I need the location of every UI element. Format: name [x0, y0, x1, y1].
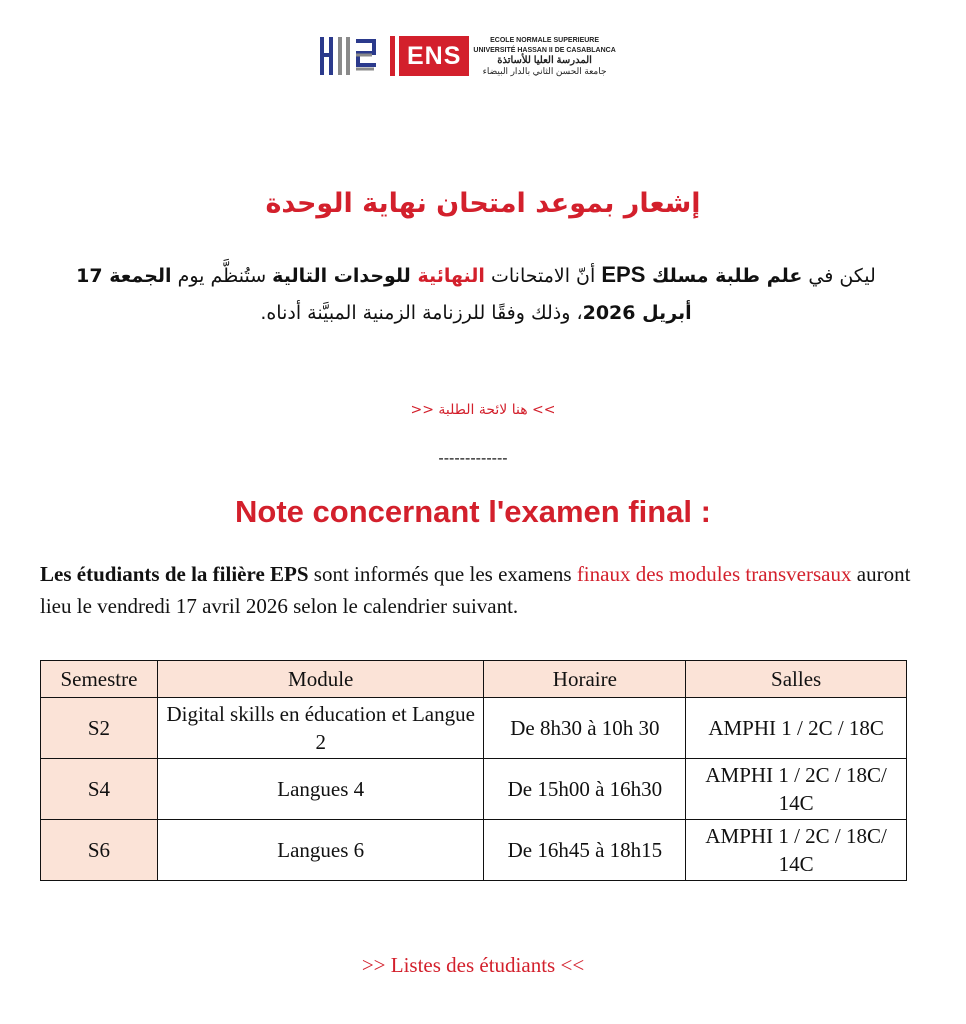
school-name — [473, 36, 615, 76]
table-row — [41, 759, 907, 820]
ar-filiere: EPS — [601, 262, 646, 287]
table-row — [41, 820, 907, 881]
school-name-fr: ECOLE NORMALE SUPERIEURE — [490, 37, 600, 44]
cell-module: Langues 6 — [157, 820, 484, 881]
schedule-table — [40, 660, 907, 881]
table-row — [41, 698, 907, 759]
cell-semestre: S6 — [41, 820, 158, 881]
header-module: Module — [157, 661, 484, 698]
intro-red: finaux des modules transversaux — [576, 562, 852, 586]
ar-text: ، وذلك وفقًا للرزنامة الزمنية المبيَّنة أدناه. — [260, 302, 583, 324]
arabic-title: إشعار بموعد امتحان نهاية الوحدة — [265, 188, 701, 219]
intro-text: auront lieu le vendredi 17 avril 2026 selon le calendrier suivant. — [40, 562, 911, 618]
ar-text-red: النهائية — [417, 265, 485, 287]
ar-date-month: أبريل 2026 — [582, 302, 692, 324]
header-horaire: Horaire — [484, 661, 686, 698]
ar-text-bold: علم طلبة مسلك — [645, 265, 803, 287]
french-intro — [40, 558, 920, 622]
header-logo — [318, 30, 638, 82]
ar-text: ليكن في — [802, 265, 876, 287]
header-semestre: Semestre — [41, 661, 158, 698]
university-name-ar: جامعة الحسن الثاني بالدار البيضاء — [482, 66, 607, 76]
header-salles: Salles — [686, 661, 907, 698]
ar-text: أنّ الامتحانات — [484, 265, 602, 287]
ens-logo: ENS — [399, 36, 469, 76]
cell-semestre: S4 — [41, 759, 158, 820]
cell-salles: AMPHI 1 / 2C / 18C/ 14C — [686, 759, 907, 820]
table-header-row — [41, 661, 907, 698]
ar-date-day: الجمعة 17 — [76, 265, 172, 287]
arabic-paragraph — [48, 256, 904, 332]
cell-module: Digital skills en éducation et Langue 2 — [157, 698, 484, 759]
students-list-link[interactable]: >> Listes des étudiants << — [361, 953, 585, 977]
cell-salles: AMPHI 1 / 2C / 18C — [686, 698, 907, 759]
cell-salles: AMPHI 1 / 2C / 18C/ 14C — [686, 820, 907, 881]
arabic-students-list-link[interactable]: >> هنا لائحة الطلبة << — [410, 402, 556, 418]
cell-semestre: S2 — [41, 698, 158, 759]
intro-text: sont informés que les examens — [308, 562, 577, 586]
cell-horaire: De 8h30 à 10h 30 — [484, 698, 686, 759]
university-name-fr: UNIVERSITÉ HASSAN II DE CASABLANCA — [473, 47, 616, 54]
logo-divider — [390, 36, 395, 76]
intro-bold: Les étudiants de la filière EPS — [40, 562, 309, 586]
ar-text-bold: للوحدات التالية — [272, 265, 418, 287]
cell-horaire: De 15h00 à 16h30 — [484, 759, 686, 820]
french-title: Note concernant l'examen final : — [235, 494, 711, 529]
cell-horaire: De 16h45 à 18h15 — [484, 820, 686, 881]
ar-text: ستُنظَّم يوم — [171, 265, 273, 287]
school-name-ar: المدرسة العليا للأساتذة — [497, 55, 592, 66]
separator: ------------- — [438, 450, 508, 467]
cell-module: Langues 4 — [157, 759, 484, 820]
uh2c-logo-icon — [318, 31, 384, 81]
